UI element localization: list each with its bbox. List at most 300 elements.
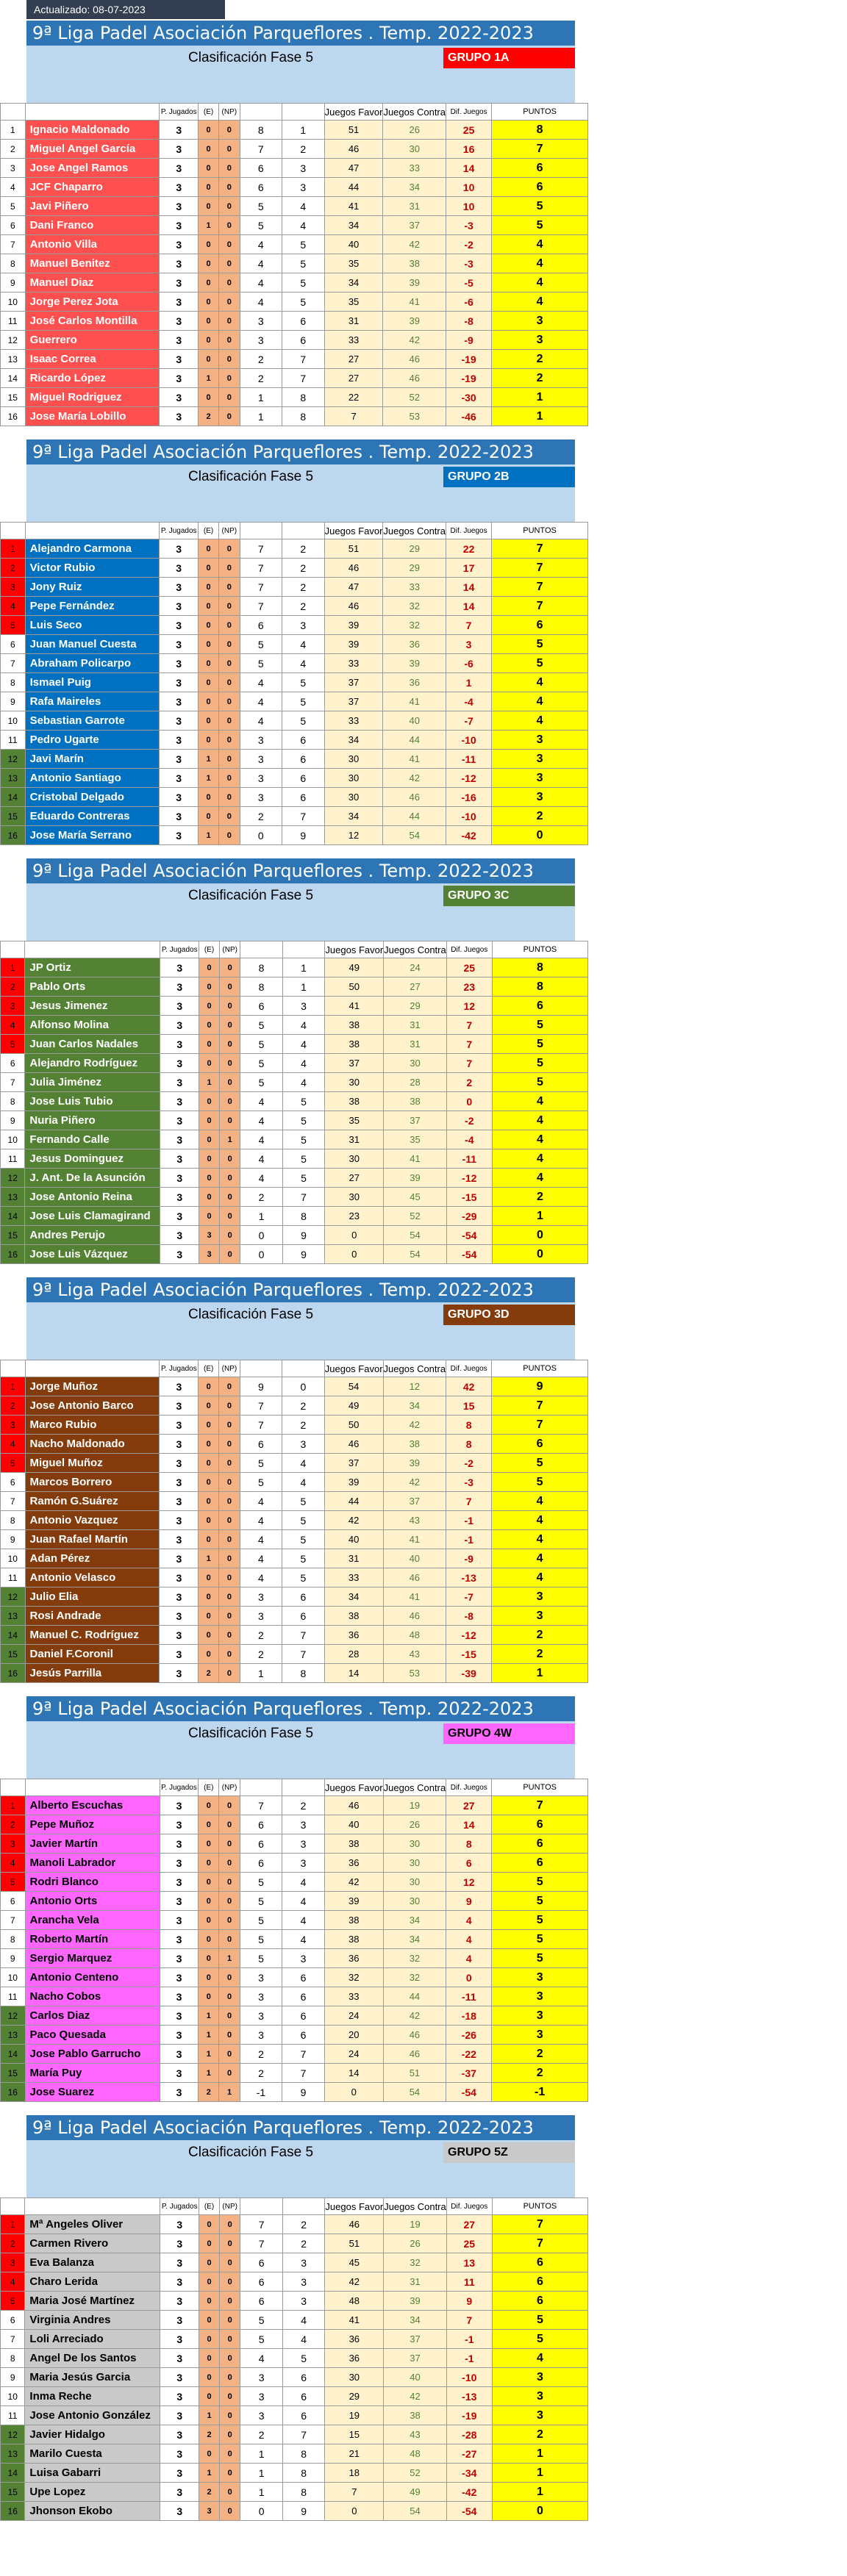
cell-e: 0 xyxy=(199,1149,220,1169)
cell-pts: 2 xyxy=(492,2045,588,2064)
cell-sf: 8 xyxy=(240,121,282,140)
table-row xyxy=(1,2368,588,2387)
cell-pts: 4 xyxy=(492,235,588,254)
cell-e: 0 xyxy=(199,673,219,692)
cell-pj: 3 xyxy=(160,2311,199,2330)
cell-pos: 7 xyxy=(1,235,26,254)
cell-pos: 2 xyxy=(1,140,26,159)
cell-sf: 7 xyxy=(240,140,282,159)
cell-pj: 3 xyxy=(160,997,199,1016)
cell-sf: 4 xyxy=(240,711,282,731)
cell-pj: 3 xyxy=(160,654,199,673)
cell-sc: 5 xyxy=(282,293,324,312)
cell-e: 0 xyxy=(199,1188,220,1207)
cell-pts: 6 xyxy=(492,2292,587,2311)
player-name: Jorge Muñoz xyxy=(25,1377,160,1396)
cell-sc: 4 xyxy=(282,1016,325,1035)
cell-pj: 3 xyxy=(160,273,199,293)
cell-sc: 2 xyxy=(282,597,324,616)
cell-pj: 3 xyxy=(160,235,199,254)
table-row xyxy=(1,2234,588,2253)
cell-dj: -39 xyxy=(446,1664,492,1683)
table-row xyxy=(1,997,588,1016)
table-row xyxy=(1,1130,588,1149)
cell-sc: 4 xyxy=(282,654,324,673)
player-name: Marcos Borrero xyxy=(25,1473,160,1492)
cell-jc: 49 xyxy=(384,2483,447,2502)
cell-sc: 8 xyxy=(282,2483,325,2502)
cell-np: 0 xyxy=(219,673,240,692)
cell-dj: -54 xyxy=(446,2502,492,2521)
cell-pos: 1 xyxy=(1,121,26,140)
cell-sc: 3 xyxy=(282,178,324,197)
cell-pts: 0 xyxy=(492,2502,587,2521)
cell-sf: 4 xyxy=(240,1092,282,1111)
cell-jc: 54 xyxy=(383,826,446,845)
cell-dj: 8 xyxy=(446,1435,492,1454)
header-jf: Juegos Favor xyxy=(325,941,384,958)
cell-np: 0 xyxy=(220,2483,240,2502)
cell-pj: 3 xyxy=(160,2292,199,2311)
table-row xyxy=(1,1664,588,1683)
cell-sc: 4 xyxy=(282,1035,325,1054)
table-row xyxy=(1,2330,588,2349)
cell-jc: 31 xyxy=(384,2272,447,2292)
cell-sf: 3 xyxy=(240,788,282,807)
cell-pos: 9 xyxy=(1,1111,25,1130)
cell-np: 0 xyxy=(219,1549,240,1568)
cell-e: 0 xyxy=(199,635,219,654)
cell-jf: 46 xyxy=(324,140,383,159)
cell-e: 0 xyxy=(199,807,219,826)
cell-jc: 31 xyxy=(384,1035,447,1054)
cell-sf: 5 xyxy=(240,1016,282,1035)
cell-np: 0 xyxy=(220,2253,240,2272)
cell-pj: 3 xyxy=(160,2253,199,2272)
table-row xyxy=(1,807,588,826)
cell-sc: 4 xyxy=(282,1454,325,1473)
cell-jc: 34 xyxy=(383,1930,446,1949)
cell-pts: 4 xyxy=(492,692,588,711)
cell-pos: 10 xyxy=(1,1549,26,1568)
player-name: Guerrero xyxy=(25,331,160,350)
cell-jc: 37 xyxy=(384,2349,447,2368)
cell-jc: 24 xyxy=(384,958,447,977)
cell-pos: 13 xyxy=(1,2444,25,2464)
cell-sc: 6 xyxy=(282,1968,325,1987)
cell-e: 1 xyxy=(199,2026,219,2045)
cell-e: 0 xyxy=(199,597,219,616)
cell-dj: -27 xyxy=(446,2444,492,2464)
cell-e: 0 xyxy=(199,350,219,369)
table-row xyxy=(1,788,588,807)
cell-sf: 1 xyxy=(240,2444,282,2464)
header-e: (E) xyxy=(199,1779,219,1796)
cell-e: 0 xyxy=(199,1626,219,1645)
cell-jc: 35 xyxy=(384,1130,447,1149)
cell-jc: 29 xyxy=(383,559,446,578)
cell-np: 0 xyxy=(219,2006,240,2026)
cell-pj: 3 xyxy=(160,1377,199,1396)
table-row xyxy=(1,654,588,673)
table-row xyxy=(1,597,588,616)
cell-dj: 7 xyxy=(446,1016,492,1035)
table-row xyxy=(1,2311,588,2330)
cell-pj: 3 xyxy=(160,1645,199,1664)
cell-sf: 4 xyxy=(240,293,282,312)
table-row xyxy=(1,388,588,407)
cell-sf: 7 xyxy=(240,2234,282,2253)
cell-sf: 6 xyxy=(240,997,282,1016)
player-name: Jose Luis Clamagirand xyxy=(25,1207,160,1226)
player-name: Alberto Escuchas xyxy=(25,1796,160,1815)
table-row xyxy=(1,312,588,331)
header-np: (NP) xyxy=(219,104,240,121)
player-name: Paco Quesada xyxy=(25,2026,160,2045)
player-name: Luis Seco xyxy=(25,616,160,635)
cell-sf: 9 xyxy=(240,1377,282,1396)
header-dj: Dif. Juegos xyxy=(446,1360,492,1377)
cell-dj: -18 xyxy=(446,2006,492,2026)
cell-np: 0 xyxy=(219,197,240,216)
cell-e: 2 xyxy=(199,2483,220,2502)
cell-sf: 4 xyxy=(240,1530,282,1549)
cell-pj: 3 xyxy=(160,388,199,407)
cell-jc: 30 xyxy=(383,1834,446,1854)
cell-np: 0 xyxy=(219,654,240,673)
player-name: Dani Franco xyxy=(25,216,160,235)
cell-sc: 3 xyxy=(282,1435,325,1454)
header-pts: PUNTOS xyxy=(492,1779,588,1796)
cell-dj: 8 xyxy=(446,1416,492,1435)
cell-jf: 0 xyxy=(324,2083,383,2102)
cell-dj: -28 xyxy=(446,2425,492,2444)
cell-pts: 5 xyxy=(492,216,588,235)
cell-pos: 10 xyxy=(1,2387,25,2406)
table-row xyxy=(1,1396,588,1416)
cell-dj: -1 xyxy=(446,1530,492,1549)
player-name: Jesús Parrilla xyxy=(25,1664,160,1683)
table-row xyxy=(1,1035,588,1054)
cell-pj: 3 xyxy=(160,1111,199,1130)
cell-dj: -7 xyxy=(446,711,491,731)
cell-pos: 4 xyxy=(1,178,26,197)
table-row xyxy=(1,1111,588,1130)
cell-pts: 3 xyxy=(492,2368,587,2387)
table-row xyxy=(1,635,588,654)
cell-jf: 31 xyxy=(324,312,383,331)
cell-jf: 34 xyxy=(324,807,383,826)
cell-sc: 4 xyxy=(282,2330,325,2349)
cell-e: 0 xyxy=(199,388,219,407)
table-row xyxy=(1,1968,588,1987)
cell-e: 0 xyxy=(199,2272,220,2292)
header-pj: P. Jugados xyxy=(160,2198,199,2215)
cell-np: 0 xyxy=(219,254,240,273)
cell-pts: 3 xyxy=(492,2387,587,2406)
cell-np: 0 xyxy=(219,1645,240,1664)
header-pts: PUNTOS xyxy=(492,2198,587,2215)
cell-e: 0 xyxy=(199,273,219,293)
cell-pts: 3 xyxy=(492,788,588,807)
cell-sc: 2 xyxy=(282,578,324,597)
cell-pj: 3 xyxy=(160,2387,199,2406)
cell-jc: 30 xyxy=(383,1854,446,1873)
cell-np: 0 xyxy=(219,388,240,407)
cell-e: 0 xyxy=(199,331,219,350)
cell-pj: 3 xyxy=(160,1911,199,1930)
cell-sc: 8 xyxy=(282,2444,325,2464)
cell-sc: 2 xyxy=(282,2234,325,2253)
cell-pj: 3 xyxy=(160,216,199,235)
cell-sf: 2 xyxy=(240,1645,282,1664)
table-row xyxy=(1,1873,588,1892)
cell-dj: -16 xyxy=(446,788,491,807)
cell-sc: 4 xyxy=(282,1892,325,1911)
cell-np: 0 xyxy=(219,958,240,977)
table-row xyxy=(1,1911,588,1930)
cell-dj: -1 xyxy=(446,2330,492,2349)
cell-jc: 46 xyxy=(383,788,446,807)
player-name: Ramón G.Suárez xyxy=(25,1492,160,1511)
table-row xyxy=(1,2292,588,2311)
cell-jc: 42 xyxy=(383,1416,446,1435)
cell-sc: 9 xyxy=(282,2083,325,2102)
cell-sf: 4 xyxy=(240,1130,282,1149)
cell-sc: 3 xyxy=(282,997,325,1016)
player-name: Manoli Labrador xyxy=(25,1854,160,1873)
group-title: 9ª Liga Padel Asociación Parqueflores . Temp. 2022-2023 xyxy=(26,2115,575,2140)
player-name: Jony Ruiz xyxy=(25,578,160,597)
cell-pos: 6 xyxy=(1,1473,26,1492)
cell-pj: 3 xyxy=(160,578,199,597)
cell-pos: 14 xyxy=(1,788,26,807)
cell-sc: 3 xyxy=(282,616,324,635)
cell-jf: 19 xyxy=(325,2406,384,2425)
cell-jc: 38 xyxy=(384,1092,447,1111)
cell-sc: 5 xyxy=(282,254,324,273)
cell-np: 0 xyxy=(219,1111,240,1130)
cell-jc: 42 xyxy=(383,769,446,788)
cell-dj: 4 xyxy=(446,1949,492,1968)
cell-sc: 7 xyxy=(282,1626,325,1645)
cell-e: 0 xyxy=(199,1892,219,1911)
cell-e: 0 xyxy=(199,654,219,673)
table-row xyxy=(1,769,588,788)
cell-dj: -54 xyxy=(446,1226,492,1245)
cell-pts: 2 xyxy=(492,1188,587,1207)
cell-pts: 3 xyxy=(492,750,588,769)
cell-pts: 4 xyxy=(492,1149,587,1169)
cell-np: 0 xyxy=(219,1530,240,1549)
table-row xyxy=(1,1016,588,1035)
cell-jc: 32 xyxy=(383,1968,446,1987)
header-name: Jugador xyxy=(25,1360,160,1377)
header-pos xyxy=(1,1779,26,1796)
group-title: 9ª Liga Padel Asociación Parqueflores . Temp. 2022-2023 xyxy=(26,1277,575,1302)
cell-jc: 19 xyxy=(383,1796,446,1815)
cell-pos: 13 xyxy=(1,1188,25,1207)
player-name: Eva Balanza xyxy=(25,2253,160,2272)
cell-dj: -8 xyxy=(446,1607,492,1626)
cell-pts: 8 xyxy=(492,121,588,140)
cell-jf: 44 xyxy=(324,178,383,197)
table-row xyxy=(1,1416,588,1435)
cell-sc: 5 xyxy=(282,673,324,692)
cell-dj: -29 xyxy=(446,1207,492,1226)
cell-dj: -42 xyxy=(446,826,491,845)
cell-pos: 7 xyxy=(1,654,26,673)
table-row xyxy=(1,1949,588,1968)
table-row xyxy=(1,1892,588,1911)
cell-e: 1 xyxy=(199,2006,219,2026)
player-name: Jose Luis Tubio xyxy=(25,1092,160,1111)
cell-jc: 27 xyxy=(384,977,447,997)
cell-np: 0 xyxy=(220,2234,240,2253)
cell-pos: 4 xyxy=(1,1854,26,1873)
header-jf: Juegos Favor xyxy=(324,523,383,539)
cell-dj: -2 xyxy=(446,235,492,254)
cell-jc: 30 xyxy=(383,140,446,159)
standings-table xyxy=(0,1360,588,1683)
cell-sf: 6 xyxy=(240,178,282,197)
table-row xyxy=(1,1226,588,1245)
cell-dj: -19 xyxy=(446,350,492,369)
cell-pos: 16 xyxy=(1,407,26,426)
cell-sc: 0 xyxy=(282,1377,325,1396)
header-pts: PUNTOS xyxy=(492,523,588,539)
cell-jf: 35 xyxy=(324,254,383,273)
cell-e: 0 xyxy=(199,235,219,254)
cell-pos: 3 xyxy=(1,2253,25,2272)
table-row xyxy=(1,235,588,254)
cell-pj: 3 xyxy=(160,769,199,788)
cell-np: 0 xyxy=(219,731,240,750)
table-row xyxy=(1,1188,588,1207)
cell-jf: 35 xyxy=(324,293,383,312)
cell-dj: 7 xyxy=(446,1492,492,1511)
cell-pj: 3 xyxy=(160,1130,199,1149)
table-row xyxy=(1,1054,588,1073)
cell-sf: 5 xyxy=(240,1073,282,1092)
header-np: (NP) xyxy=(220,2198,240,2215)
header-jc: Juegos Contra xyxy=(384,941,447,958)
header-e: (E) xyxy=(199,523,219,539)
cell-sf: 5 xyxy=(240,1930,282,1949)
cell-e: 0 xyxy=(199,1492,219,1511)
table-row xyxy=(1,1930,588,1949)
table-row xyxy=(1,2272,588,2292)
cell-pts: 4 xyxy=(492,1568,588,1587)
cell-np: 1 xyxy=(219,1130,240,1149)
cell-pj: 3 xyxy=(160,1568,199,1587)
cell-e: 0 xyxy=(199,2253,220,2272)
cell-sf: 7 xyxy=(240,539,282,559)
cell-jf: 50 xyxy=(324,1416,383,1435)
cell-np: 0 xyxy=(219,1854,240,1873)
table-row xyxy=(1,578,588,597)
cell-np: 0 xyxy=(219,578,240,597)
cell-pts: 6 xyxy=(492,1854,588,1873)
group-badge: GRUPO 3D xyxy=(443,1305,575,1325)
cell-sc: 6 xyxy=(282,2368,325,2387)
player-name: Alejandro Rodríguez xyxy=(25,1054,160,1073)
cell-jf: 46 xyxy=(324,597,383,616)
cell-dj: 42 xyxy=(446,1377,492,1396)
player-name: Daniel F.Coronil xyxy=(25,1645,160,1664)
cell-dj: 7 xyxy=(446,1054,492,1073)
cell-dj: -37 xyxy=(446,2064,492,2083)
cell-dj: -6 xyxy=(446,654,491,673)
header-jc: Juegos Contra xyxy=(384,2198,447,2215)
table-row xyxy=(1,826,588,845)
cell-dj: 14 xyxy=(446,159,492,178)
cell-pts: 3 xyxy=(492,769,588,788)
cell-jc: 30 xyxy=(383,1892,446,1911)
cell-jf: 7 xyxy=(324,407,383,426)
cell-pj: 3 xyxy=(160,1854,199,1873)
cell-jf: 32 xyxy=(324,1968,383,1987)
cell-pj: 3 xyxy=(160,2006,199,2026)
cell-pos: 5 xyxy=(1,1454,26,1473)
cell-pos: 13 xyxy=(1,2026,26,2045)
cell-sf: 1 xyxy=(240,1207,282,1226)
cell-jf: 38 xyxy=(324,1834,383,1854)
cell-jc: 37 xyxy=(384,1111,447,1130)
cell-pos: 10 xyxy=(1,711,26,731)
cell-pj: 3 xyxy=(160,2330,199,2349)
cell-pj: 3 xyxy=(160,1073,199,1092)
cell-pj: 3 xyxy=(160,1664,199,1683)
cell-e: 0 xyxy=(199,977,220,997)
cell-np: 0 xyxy=(219,750,240,769)
cell-pts: 4 xyxy=(492,1169,587,1188)
cell-np: 0 xyxy=(219,1473,240,1492)
player-name: Juan Manuel Cuesta xyxy=(25,635,160,654)
cell-sc: 8 xyxy=(282,1207,325,1226)
cell-sf: 4 xyxy=(240,1111,282,1130)
player-name: Miguel Muñoz xyxy=(25,1454,160,1473)
table-row xyxy=(1,1169,588,1188)
cell-sf: 3 xyxy=(240,2006,282,2026)
cell-np: 0 xyxy=(220,2464,240,2483)
player-name: María Puy xyxy=(25,2064,160,2083)
cell-dj: 25 xyxy=(446,121,492,140)
cell-sf: 0 xyxy=(240,1245,282,1264)
cell-sc: 5 xyxy=(282,1169,325,1188)
table-row xyxy=(1,273,588,293)
cell-jc: 41 xyxy=(384,1149,447,1169)
cell-pos: 9 xyxy=(1,1949,26,1968)
cell-np: 0 xyxy=(219,369,240,388)
table-row xyxy=(1,2253,588,2272)
header-sc: Sets Contra xyxy=(282,1360,325,1377)
cell-np: 0 xyxy=(220,2311,240,2330)
table-row xyxy=(1,2502,588,2521)
cell-e: 0 xyxy=(199,1815,219,1834)
cell-e: 0 xyxy=(199,539,219,559)
cell-jc: 51 xyxy=(383,2064,446,2083)
cell-pos: 11 xyxy=(1,2406,25,2425)
cell-jf: 46 xyxy=(324,1796,383,1815)
cell-pj: 3 xyxy=(160,807,199,826)
cell-jc: 44 xyxy=(383,1987,446,2006)
table-row xyxy=(1,2064,588,2083)
cell-sc: 3 xyxy=(282,159,324,178)
cell-pts: 6 xyxy=(492,1435,588,1454)
cell-pos: 2 xyxy=(1,559,26,578)
cell-sf: 0 xyxy=(240,826,282,845)
